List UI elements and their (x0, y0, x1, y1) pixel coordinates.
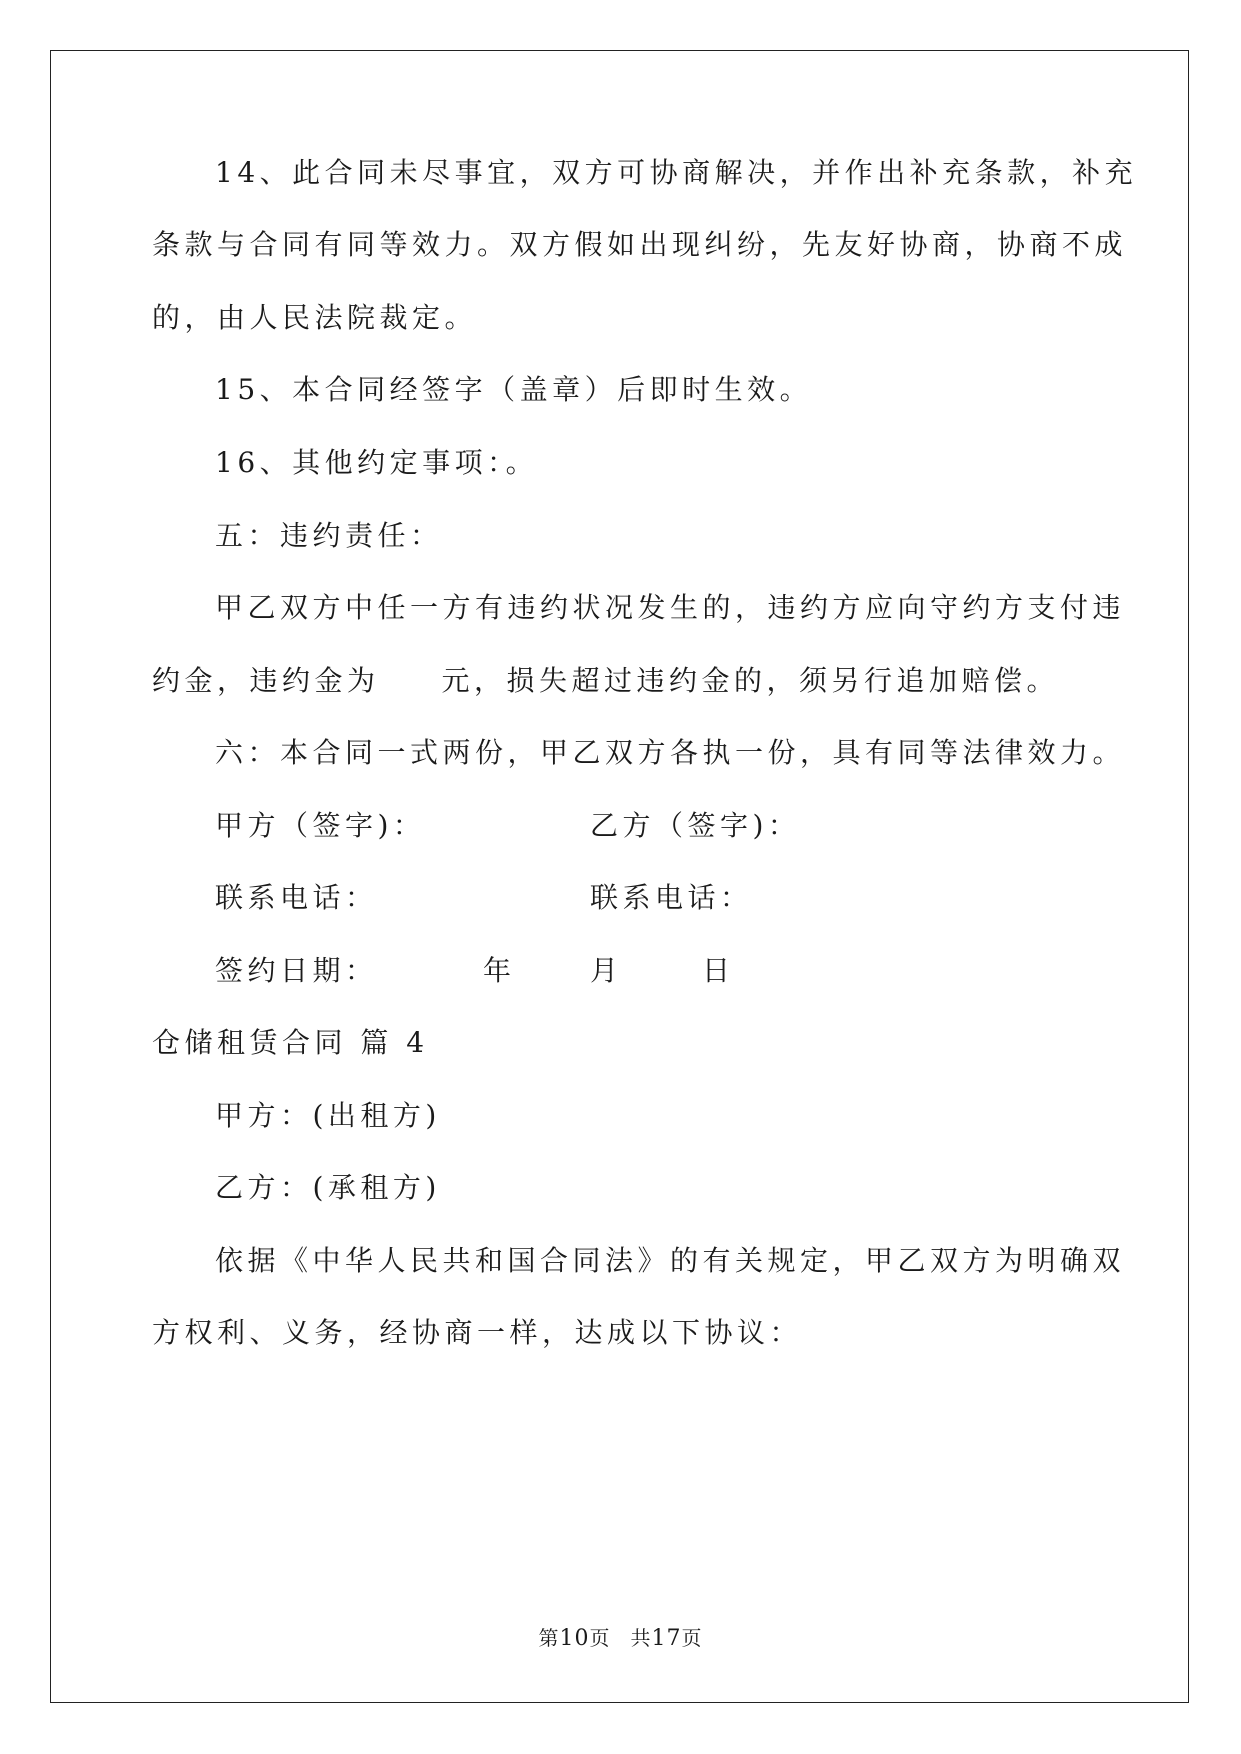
sign-date-year: 年 (483, 954, 516, 987)
party-b-signature-label: 乙方（签字)： (590, 809, 801, 842)
clause-15: 15、本合同经签字（盖章）后即时生效。 (215, 373, 813, 406)
preamble-line-1: 依据《中华人民共和国合同法》的有关规定，甲乙双方为明确双 (215, 1244, 1126, 1277)
footer-page-total: 17 (651, 1626, 682, 1651)
breach-line-1: 甲乙双方中任一方有违约状况发生的，违约方应向守约方支付违 (215, 591, 1126, 624)
footer-total-suffix: 页 (681, 1626, 703, 1650)
preamble-line-2: 方权利、义务，经协商一样，达成以下协议： (152, 1316, 803, 1349)
party-b-phone-label: 联系电话： (590, 881, 753, 914)
penalty-text-after: 元，损失超过违约金的，须另行追加赔偿。 (441, 664, 1060, 697)
breach-line-2 (152, 661, 1092, 701)
party-b-lessee: 乙方：(承租方) (215, 1171, 441, 1204)
section-5-heading: 五：违约责任： (215, 519, 443, 552)
clause-14-line-3: 的，由人民法院裁定。 (152, 301, 478, 334)
page-footer (0, 1625, 1241, 1652)
clause-16: 16、其他约定事项：。 (215, 446, 539, 479)
footer-page-suffix: 页 (589, 1626, 611, 1650)
sign-date-month: 月 (590, 954, 623, 987)
footer-page-current: 10 (559, 1626, 590, 1651)
party-a-lessor: 甲方：(出租方) (215, 1099, 441, 1132)
clause-14-line-1: 14、此合同未尽事宜，双方可协商解决，并作出补充条款，补充 (215, 156, 1138, 189)
sign-date-day: 日 (702, 954, 735, 987)
footer-page-prefix: 第 (538, 1626, 560, 1650)
party-a-signature-label: 甲方（签字)： (215, 809, 426, 842)
penalty-text-before: 约金，违约金为 (152, 664, 380, 697)
party-a-phone-label: 联系电话： (215, 881, 378, 914)
sign-date-label: 签约日期： (215, 954, 378, 987)
clause-14-line-2: 条款与合同有同等效力。双方假如出现纠纷，先友好协商，协商不成 (152, 228, 1128, 261)
contract-title-part-4: 仓储租赁合同 篇 4 (152, 1026, 429, 1059)
footer-total-prefix: 共 (630, 1626, 652, 1650)
section-6: 六：本合同一式两份，甲乙双方各执一份，具有同等法律效力。 (215, 736, 1126, 769)
